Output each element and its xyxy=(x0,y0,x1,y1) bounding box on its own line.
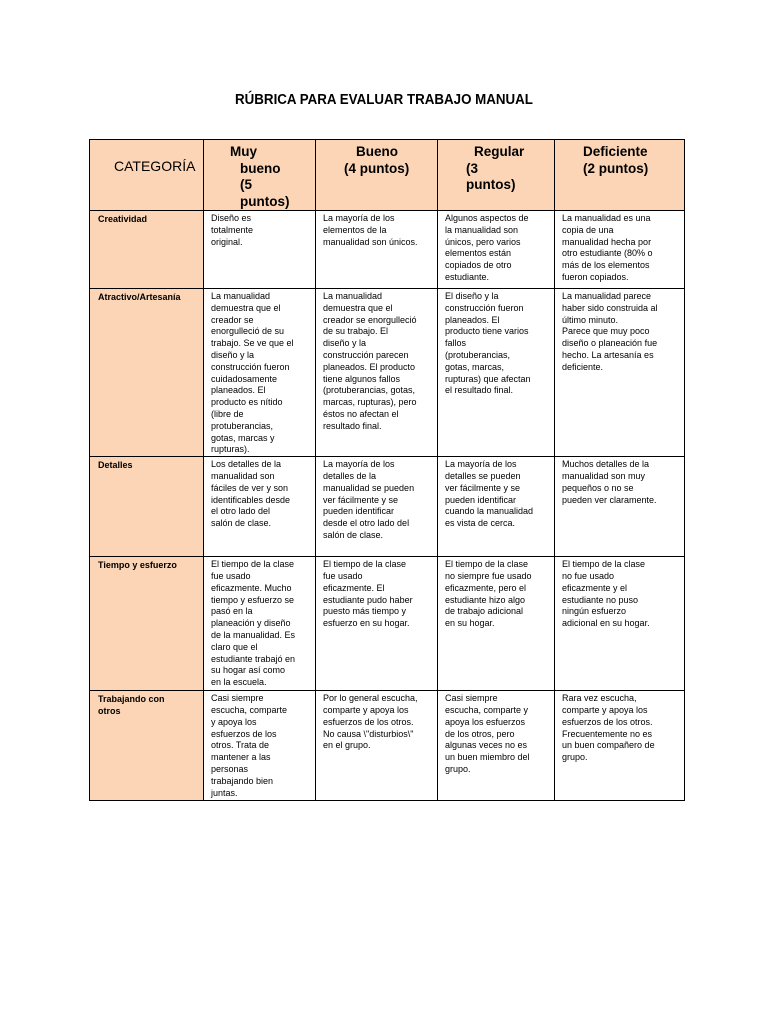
cell-line: tiene algunos fallos xyxy=(323,373,401,384)
cell-line: planeados. El xyxy=(211,385,266,396)
cell-line: ver fácilmente y se xyxy=(323,494,399,505)
cell-line: totalmente xyxy=(211,224,254,235)
cell-line: fáciles de ver y son xyxy=(211,482,289,493)
cell-line: planeados. El xyxy=(445,314,500,325)
table-cell xyxy=(438,457,555,557)
cell-line: El tiempo de la clase xyxy=(562,559,646,570)
rubric-table xyxy=(89,139,685,801)
cell-line: Diseño es xyxy=(211,213,252,223)
cell-line: pueden identificar xyxy=(323,506,395,517)
cell-line: estudiante. xyxy=(445,271,490,282)
table-cell xyxy=(204,289,316,457)
table-cell xyxy=(438,289,555,457)
cell-line: pasó en la xyxy=(211,606,253,617)
table-cell xyxy=(438,691,555,801)
cell-line: manualidad son únicos. xyxy=(323,236,418,247)
table-cell xyxy=(316,211,438,289)
header-muy-bueno-line: (5 xyxy=(240,177,253,192)
row-category: Creatividad xyxy=(90,211,204,289)
row-category-line: Trabajando con xyxy=(98,694,165,705)
table-cell xyxy=(438,211,555,289)
table-row xyxy=(90,457,685,557)
cell-line: otro estudiante (80% o xyxy=(562,248,653,259)
cell-line: estudiante no puso xyxy=(562,594,639,605)
cell-line: escucha, comparte xyxy=(211,704,288,715)
cell-line: No causa \"disturbios\" xyxy=(323,728,414,739)
cell-line: construcción fueron xyxy=(211,361,290,372)
cell-line: (protuberancias, gotas, xyxy=(323,385,416,396)
cell-line: La manualidad xyxy=(323,291,383,301)
cell-line: Frecuentemente no es xyxy=(562,728,653,739)
cell-line: La mayoría de los xyxy=(323,459,395,470)
cell-line: de los otros, pero xyxy=(445,728,515,739)
cell-line: estudiante pudo haber xyxy=(323,594,413,605)
cell-line: la manualidad son xyxy=(445,224,519,235)
cell-line: esfuerzos de los otros. xyxy=(562,716,653,727)
cell-line: (libre de xyxy=(211,408,244,419)
cell-line: producto tiene varios xyxy=(445,326,529,337)
cell-line: La mayoría de los xyxy=(323,213,395,223)
cell-line: creador se enorgulleció xyxy=(323,314,417,325)
table-cell xyxy=(204,211,316,289)
cell-line: grupo. xyxy=(445,763,471,774)
cell-line: producto es nítido xyxy=(211,397,283,408)
table-cell xyxy=(555,211,685,289)
header-muy-bueno-line: puntos) xyxy=(240,193,290,209)
table-cell xyxy=(316,691,438,801)
cell-line: manualidad son xyxy=(211,470,275,481)
cell-line: eficazmente. El xyxy=(323,582,385,593)
cell-line: La manualidad es una xyxy=(562,213,651,223)
cell-line: copia de una xyxy=(562,224,614,235)
cell-line: cuidadosamente xyxy=(211,373,278,384)
table-cell xyxy=(204,557,316,691)
cell-line: desde el otro lado del xyxy=(323,518,410,529)
cell-line: tiempo y esfuerzo se xyxy=(211,594,295,605)
cell-line: fue usado xyxy=(323,570,363,581)
cell-line: demuestra que el xyxy=(211,302,281,313)
cell-line: en su hogar. xyxy=(445,618,495,629)
cell-line: personas xyxy=(211,763,249,774)
header-muy-bueno-line: Muy xyxy=(230,144,257,159)
cell-line: diseño o planeación fue xyxy=(562,338,658,349)
table-cell xyxy=(316,457,438,557)
cell-line: hecho. La artesanía es xyxy=(562,349,654,360)
cell-line: elementos de la xyxy=(323,224,387,235)
row-category: Atractivo/Artesanía xyxy=(90,289,204,457)
cell-line: esfuerzos de los otros. xyxy=(323,716,414,727)
cell-line: y apoya los xyxy=(211,716,257,727)
cell-line: otros. Trata de xyxy=(211,740,270,751)
cell-line: no fue usado xyxy=(562,570,615,581)
header-regular-line: puntos) xyxy=(466,177,516,192)
table-row xyxy=(90,691,685,801)
cell-line: un buen miembro del xyxy=(445,752,530,763)
cell-line: en el grupo. xyxy=(323,740,371,751)
cell-line: eficazmente, pero el xyxy=(445,582,527,593)
row-category: Detalles xyxy=(90,457,204,557)
row-category xyxy=(90,691,204,801)
cell-line: diseño y la xyxy=(211,349,255,360)
cell-line: apoya los esfuerzos xyxy=(445,716,526,727)
cell-line: detalles de la xyxy=(323,470,377,481)
table-cell xyxy=(316,289,438,457)
cell-line: esfuerzos de los xyxy=(211,728,277,739)
cell-line: enorgulleció de su xyxy=(211,326,285,337)
cell-line: El tiempo de la clase xyxy=(445,559,529,570)
table-cell xyxy=(555,289,685,457)
cell-line: un buen compañero de xyxy=(562,740,655,751)
cell-line: copiados de otro xyxy=(445,260,512,271)
cell-line: planeados. El producto xyxy=(323,361,416,372)
cell-line: trabajo. Se ve que el xyxy=(211,338,294,349)
cell-line: ver fácilmente y se xyxy=(445,482,521,493)
cell-line: El tiempo de la clase xyxy=(211,559,295,570)
cell-line: pueden ver claramente. xyxy=(562,494,657,505)
cell-line: comparte y apoya los xyxy=(323,704,409,715)
cell-line: gotas, marcas y xyxy=(211,432,275,443)
cell-line: gotas, marcas, xyxy=(445,361,505,372)
cell-line: salón de clase. xyxy=(323,529,384,540)
header-bueno-line: Bueno xyxy=(356,144,398,159)
cell-line: diseño y la xyxy=(323,338,367,349)
header-regular-line: (3 xyxy=(466,160,479,176)
cell-line: deficiente. xyxy=(562,361,604,372)
cell-line: escucha, comparte y xyxy=(445,704,529,715)
cell-line: Por lo general escucha, xyxy=(323,693,418,704)
cell-line: no siempre fue usado xyxy=(445,570,532,581)
cell-line: el resultado final. xyxy=(445,385,514,396)
cell-line: de trabajo adicional xyxy=(445,606,524,617)
table-cell xyxy=(204,457,316,557)
cell-line: creador se xyxy=(211,314,254,325)
cell-line: La manualidad xyxy=(211,291,271,301)
cell-line: fueron copiados. xyxy=(562,271,629,282)
cell-line: eficazmente. Mucho xyxy=(211,582,292,593)
cell-line: fue usado xyxy=(211,570,251,581)
table-cell xyxy=(555,691,685,801)
cell-line: La manualidad parece xyxy=(562,291,652,301)
header-deficiente-line: Deficiente xyxy=(583,144,648,159)
row-category: Tiempo y esfuerzo xyxy=(90,557,204,691)
cell-line: más de los elementos xyxy=(562,260,650,271)
table-row xyxy=(90,211,685,289)
row-category-line: otros xyxy=(98,706,121,717)
cell-line: de su trabajo. El xyxy=(323,326,389,337)
cell-line: grupo. xyxy=(562,752,588,763)
header-category: CATEGORÍA xyxy=(90,140,204,211)
cell-line: adicional en su hogar. xyxy=(562,618,650,629)
cell-line: el otro lado del xyxy=(211,506,271,517)
cell-line: planeación y diseño xyxy=(211,618,291,629)
cell-line: rupturas) que afectan xyxy=(445,373,531,384)
cell-line: pequeños o no se xyxy=(562,482,634,493)
cell-line: El tiempo de la clase xyxy=(323,559,407,570)
cell-line: Casi siempre xyxy=(445,693,498,704)
cell-line: demuestra que el xyxy=(323,302,393,313)
cell-line: manualidad son muy xyxy=(562,470,646,481)
cell-line: manualidad se pueden xyxy=(323,482,415,493)
cell-line: Casi siempre xyxy=(211,693,264,704)
cell-line: último minuto. xyxy=(562,314,619,325)
cell-line: manualidad hecha por xyxy=(562,236,652,247)
cell-line: La mayoría de los xyxy=(445,459,517,470)
cell-line: Algunos aspectos de xyxy=(445,213,529,223)
cell-line: trabajando bien xyxy=(211,775,274,786)
cell-line: salón de clase. xyxy=(211,518,272,529)
cell-line: construcción parecen xyxy=(323,349,409,360)
cell-line: rupturas). xyxy=(211,444,250,455)
cell-line: Rara vez escucha, xyxy=(562,693,637,704)
cell-line: protuberancias, xyxy=(211,420,274,431)
cell-line: algunas veces no es xyxy=(445,740,528,751)
cell-line: estudiante trabajó en xyxy=(211,653,296,664)
cell-line: identificables desde xyxy=(211,494,291,505)
cell-line: marcas, rupturas), pero xyxy=(323,397,417,408)
table-cell xyxy=(555,557,685,691)
cell-line: (protuberancias, xyxy=(445,349,511,360)
cell-line: Parece que muy poco xyxy=(562,326,650,337)
header-deficiente-line: (2 puntos) xyxy=(583,160,649,176)
cell-line: eficazmente y el xyxy=(562,582,628,593)
header-muy-bueno-line: bueno xyxy=(240,160,281,176)
cell-line: fallos xyxy=(445,338,467,349)
cell-line: únicos, pero varios xyxy=(445,236,521,247)
cell-line: elementos están xyxy=(445,248,512,259)
cell-line: esfuerzo en su hogar. xyxy=(323,618,410,629)
header-regular xyxy=(438,140,555,211)
cell-line: Los detalles de la xyxy=(211,459,282,470)
table-row xyxy=(90,289,685,457)
header-bueno-line: (4 puntos) xyxy=(344,160,410,176)
cell-line: éstos no afectan el xyxy=(323,408,399,419)
cell-line: cuando la manualidad xyxy=(445,506,534,517)
cell-line: resultado final. xyxy=(323,420,382,431)
cell-line: en la escuela. xyxy=(211,677,267,688)
cell-line: detalles se pueden xyxy=(445,470,521,481)
header-row xyxy=(90,140,685,211)
table-cell xyxy=(204,691,316,801)
cell-line: construcción fueron xyxy=(445,302,524,313)
table-cell xyxy=(555,457,685,557)
table-cell xyxy=(316,557,438,691)
cell-line: puesto más tiempo y xyxy=(323,606,407,617)
cell-line: su hogar así como xyxy=(211,665,286,676)
cell-line: de la manualidad. Es xyxy=(211,629,296,640)
cell-line: original. xyxy=(211,236,243,247)
header-muy-bueno xyxy=(204,140,316,211)
cell-line: claro que el xyxy=(211,641,258,652)
cell-line: es vista de cerca. xyxy=(445,518,516,529)
cell-line: mantener a las xyxy=(211,752,271,763)
cell-line: comparte y apoya los xyxy=(562,704,648,715)
cell-line: ningún esfuerzo xyxy=(562,606,627,617)
cell-line: pueden identificar xyxy=(445,494,517,505)
cell-line: El diseño y la xyxy=(445,291,499,301)
header-regular-line: Regular xyxy=(474,144,525,159)
cell-line: juntas. xyxy=(211,787,238,798)
cell-line: Muchos detalles de la xyxy=(562,459,650,470)
header-deficiente xyxy=(555,140,685,211)
cell-line: estudiante hizo algo xyxy=(445,594,526,605)
page-title: RÚBRICA PARA EVALUAR TRABAJO MANUAL xyxy=(235,92,533,108)
table-row xyxy=(90,557,685,691)
header-bueno xyxy=(316,140,438,211)
cell-line: haber sido construida al xyxy=(562,302,658,313)
table-cell xyxy=(438,557,555,691)
